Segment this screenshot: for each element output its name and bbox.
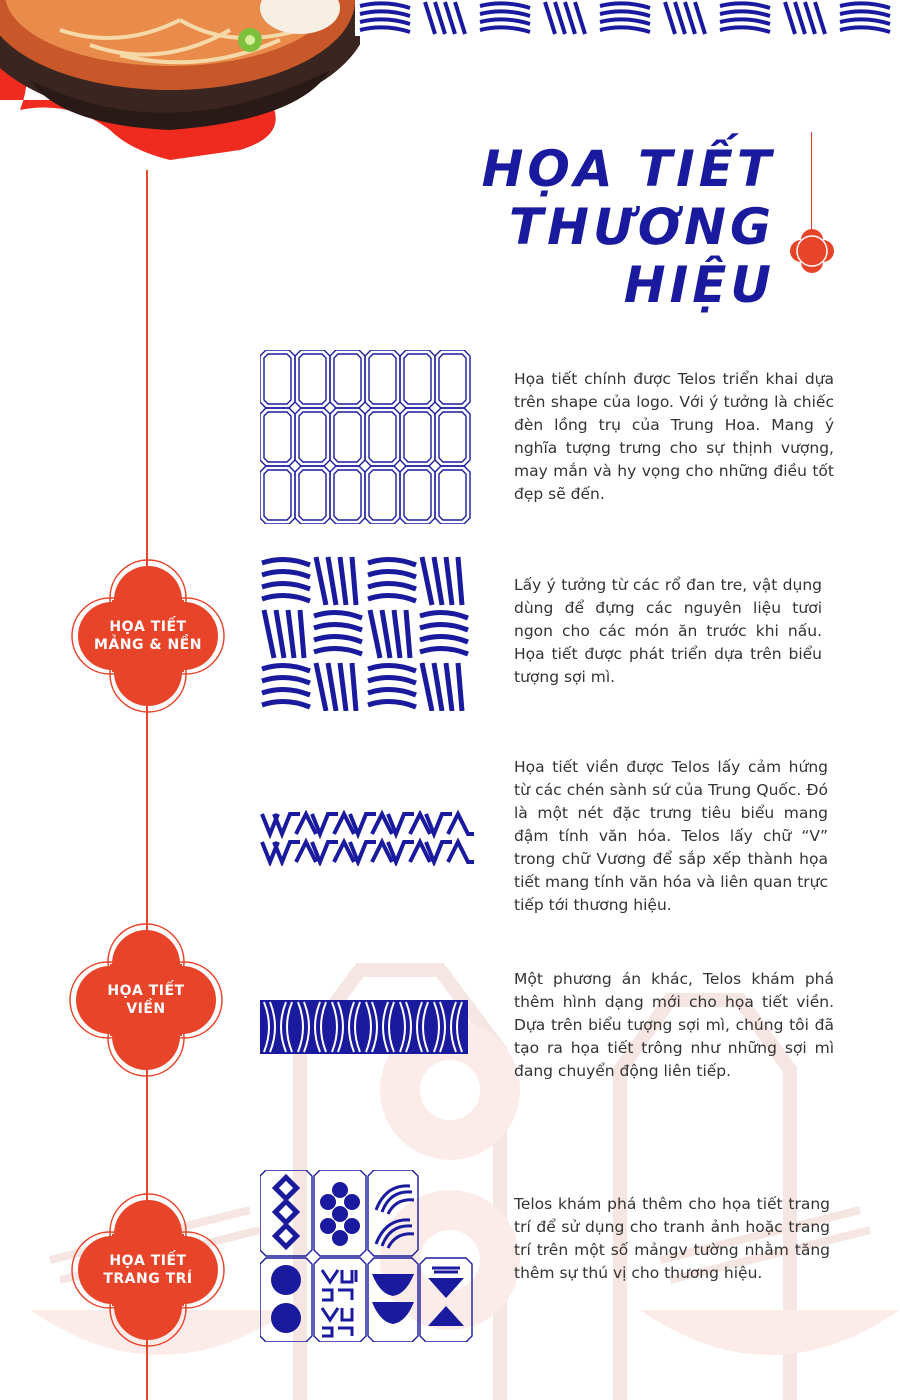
description-5: Telos khám phá thêm cho họa tiết trang trí để sử dụng cho tranh ảnh hoặc trang trí trên một số mảngv tường nhằm tăng thêm sự thú vị cho thương hiệu. [514, 1195, 830, 1282]
badge-trang-tri [70, 1192, 226, 1348]
decorative-tiles-pattern [260, 1170, 474, 1342]
badge-label-line-2: TRANG TRÍ [103, 1271, 193, 1287]
v-border-pattern [260, 810, 476, 866]
description-3: Họa tiết viền được Telos lấy cảm hứng từ các chén sành sứ của Trung Quốc. Đó là một nét đặc trưng tiêu biểu mang đậm tính văn hóa. Telos lấy chữ “V” trong chữ Vương để sắp xếp thành họa tiết mang tính văn hóa và liên quan trực tiếp tới thương hiệu. [514, 758, 828, 914]
badge-vien [68, 922, 224, 1078]
noodle-wave-border-pattern [260, 1000, 468, 1054]
page-title [385, 140, 775, 314]
badge-label-line-1: HỌA TIẾT [109, 1253, 187, 1269]
badge-label-line-2: VIỀN [126, 1001, 166, 1017]
hanging-string [811, 132, 812, 236]
badge-label-line-2: MẢNG & NỀN [94, 637, 202, 653]
page-title-line-1: HỌA TIẾT [481, 140, 775, 198]
noodle-bowl-illustration [0, 0, 360, 160]
woven-noodle-pattern [260, 555, 472, 711]
badge-label-line-1: HỌA TIẾT [107, 983, 185, 999]
description-4: Một phương án khác, Telos khám phá thêm hình dạng mới cho họa tiết viền. Dựa trên biểu tượng sợi mì, chúng tôi đã tạo ra họa tiết trông như những sợi mì đang chuyển động liên tiếp. [514, 970, 834, 1080]
page-title-line-2: THƯƠNG HIỆU [509, 198, 775, 314]
description-2: Lấy ý tưởng từ các rổ đan tre, vật dụng dùng để đựng các nguyên liệu tươi ngon cho các món ăn trước khi nấu. Họa tiết được phát triển dựa trên biểu tượng sợi mì. [514, 576, 822, 686]
badge-mang-nen [70, 558, 226, 714]
flower-ornament-icon [789, 228, 835, 274]
badge-label-line-1: HỌA TIẾT [109, 619, 187, 635]
description-1: Họa tiết chính được Telos triển khai dựa trên shape của logo. Với ý tưởng là chiếc đèn lồng trụ của Trung Hoa. Mang ý nghĩa tượng trưng cho sự thịnh vượng, may mắn và hy vọng cho những điều tốt đẹp sẽ đến. [514, 370, 834, 503]
lantern-grid-pattern [260, 350, 472, 524]
top-border-pattern [355, 0, 900, 36]
